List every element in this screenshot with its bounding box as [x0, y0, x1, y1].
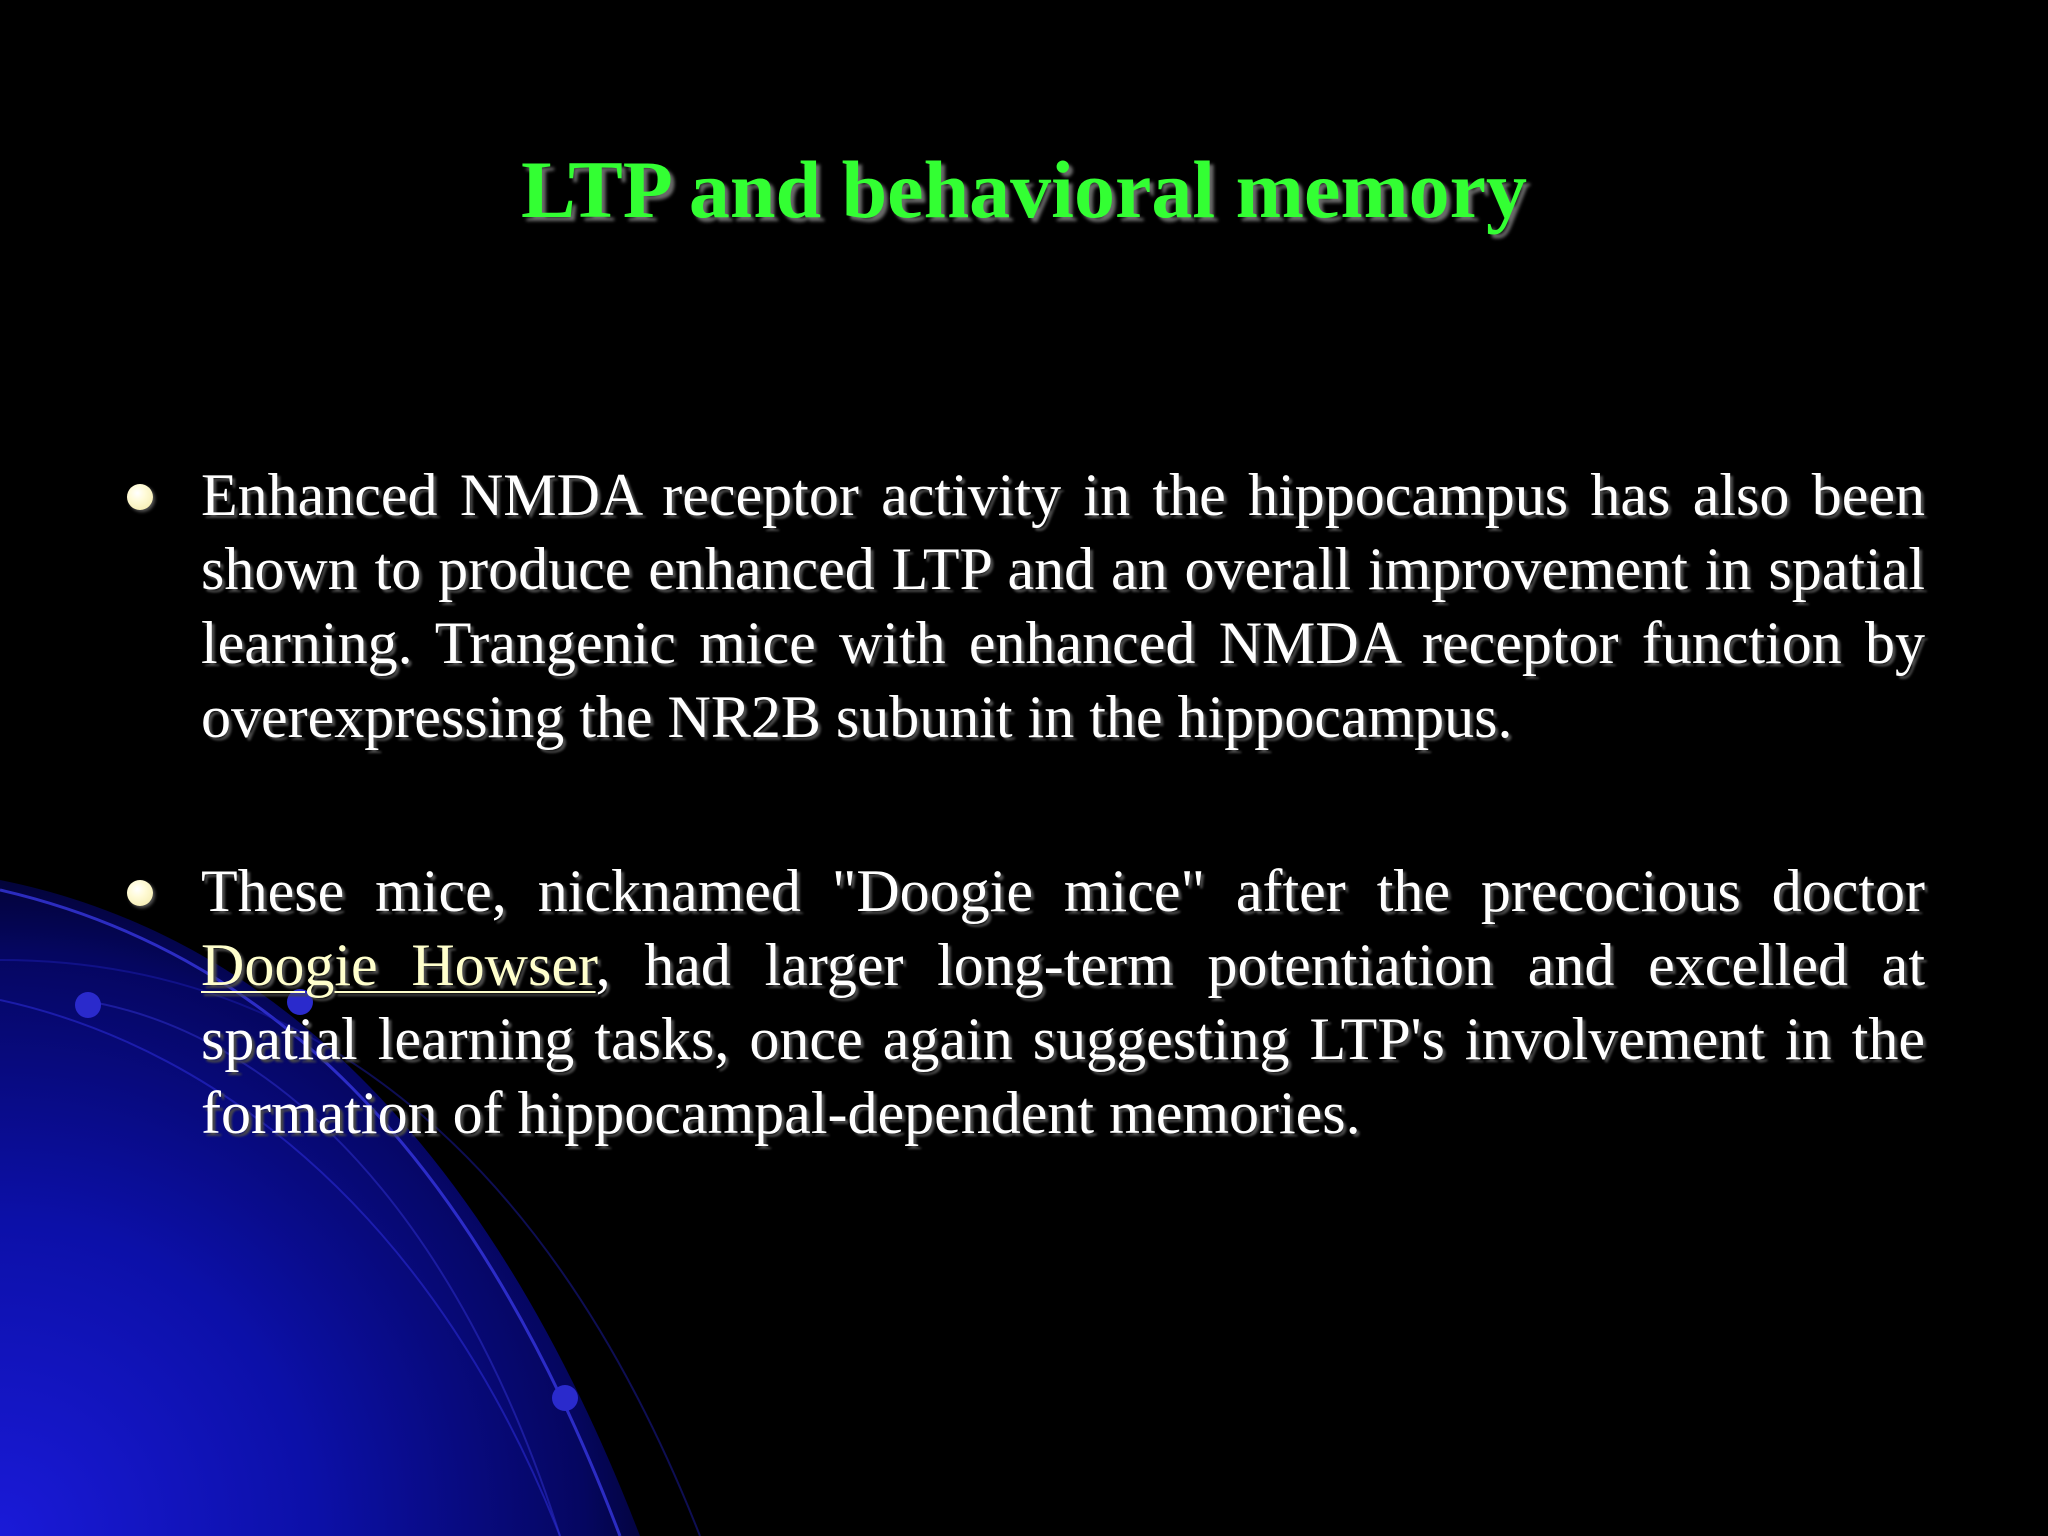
bullet-text-before-link: These mice, nicknamed "Doogie mice" after the precocious doctor — [201, 858, 1925, 924]
bullet-item — [125, 458, 1925, 754]
bullet-text-after-link: , had larger long-term potentiation and excelled at spatial learning tasks, once again suggesting LTP's involvement in the formation of hippocampal-dependent memories. — [201, 932, 1925, 1146]
slide-title: LTP and behavioral memory — [520, 144, 1528, 235]
bullet-text: Enhanced NMDA receptor activity in the hippocampus has also been shown to produce enhanced LTP and an overall improvement in spatial learning. Trangenic mice with enhanced NMDA receptor function by overexpressing the NR2B subunit in the hippocampus. — [201, 462, 1925, 750]
bullet-text — [201, 854, 1925, 1150]
bullet-item — [125, 854, 1925, 1150]
doogie-howser-link[interactable]: Doogie Howser — [201, 932, 596, 998]
bullet-icon — [127, 880, 153, 906]
bullet-list — [125, 458, 1925, 1150]
bullet-icon — [127, 484, 153, 510]
